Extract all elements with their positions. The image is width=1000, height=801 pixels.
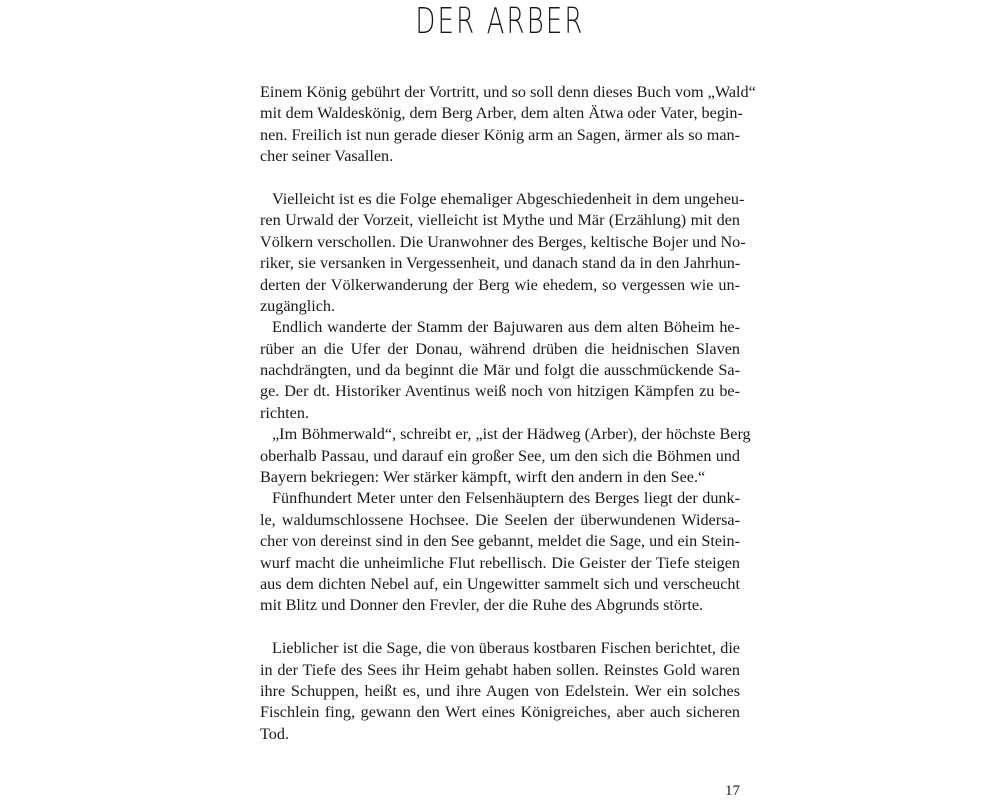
text-line: derten der Völkerwanderung der Berg wie ehedem, so vergessen wie un- bbox=[260, 275, 740, 294]
paragraph bbox=[260, 638, 740, 745]
text-line: nen. Freilich ist nun gerade dieser König arm an Sagen, ärmer als so man- bbox=[260, 125, 740, 144]
paragraph-gap bbox=[260, 168, 740, 189]
text-line: zugänglich. bbox=[260, 296, 336, 315]
text-line: cher seiner Vasallen. bbox=[260, 147, 394, 166]
text-line: Fischlein fing, gewann den Wert eines Königreiches, aber auch sicheren bbox=[260, 703, 740, 722]
text-line: nachdrängten, und da beginnt die Mär und folgt die ausschmückende Sa- bbox=[260, 361, 740, 380]
text-line: Endlich wanderte der Stamm der Bajuwaren aus dem alten Böheim he- bbox=[272, 318, 740, 337]
text-line: Fünfhundert Meter unter den Felsenhäuptern des Berges liegt der dunk- bbox=[272, 489, 740, 508]
text-line: Lieblicher ist die Sage, die von überaus kostbaren Fischen berichtet, die bbox=[272, 639, 740, 658]
text-line: le, waldumschlossene Hochsee. Die Seelen der überwundenen Widersa- bbox=[260, 510, 740, 529]
page-number: 17 bbox=[725, 783, 740, 799]
text-line: wurf macht die unheimliche Flut rebellisch. Die Geister der Tiefe steigen bbox=[260, 553, 740, 572]
text-line: mit Blitz und Donner den Frevler, der die Ruhe des Abgrunds störte. bbox=[260, 596, 704, 615]
text-line: richten. bbox=[260, 403, 309, 422]
text-line: in der Tiefe des Sees ihr Heim gehabt haben sollen. Reinstes Gold waren bbox=[260, 660, 740, 679]
text-line: aus dem dichten Nebel auf, ein Ungewitter sammelt sich und verscheucht bbox=[260, 574, 740, 593]
text-line: „Im Böhmerwald“, schreibt er, „ist der Hädweg (Arber), der höchste Berg bbox=[272, 425, 751, 444]
text-line: ren Urwald der Vorzeit, vielleicht ist Mythe und Mär (Erzählung) mit den bbox=[260, 211, 740, 230]
text-line: mit dem Waldeskönig, dem Berg Arber, dem alten Ätwa oder Vater, begin- bbox=[260, 104, 743, 123]
body-text bbox=[260, 82, 756, 745]
page-title: DER ARBER bbox=[415, 1, 585, 42]
text-line: ihre Schuppen, heißt es, und ihre Augen von Edelstein. Wer ein solches bbox=[260, 681, 740, 700]
text-line: cher von dereinst sind in den See gebannt, meldet die Sage, und ein Stein- bbox=[260, 532, 740, 551]
text-line: Tod. bbox=[260, 724, 289, 743]
paragraph bbox=[260, 424, 751, 488]
text-line: oberhalb Passau, und darauf ein großer See, um den sich die Böhmen und bbox=[260, 446, 740, 465]
text-line: Vielleicht ist es die Folge ehemaliger Abgeschiedenheit in dem ungeheu- bbox=[272, 189, 745, 208]
text-line: ge. Der dt. Historiker Aventinus weiß noch von hitzigen Kämpfen zu be- bbox=[260, 382, 740, 401]
paragraph bbox=[260, 189, 746, 317]
text-line: rüber an die Ufer der Donau, während drüben die heidnischen Slaven bbox=[260, 339, 740, 358]
paragraph bbox=[260, 82, 756, 168]
text-line: Bayern bekriegen: Wer stärker kämpft, wirft den andern in den See.“ bbox=[260, 468, 706, 487]
text-line: Einem König gebührt der Vortritt, und so soll denn dieses Buch vom „Wald“ bbox=[260, 83, 756, 101]
text-line: riker, sie versanken in Vergessenheit, und danach stand da in den Jahrhun- bbox=[260, 254, 741, 273]
paragraph bbox=[260, 317, 740, 424]
text-line: Völkern verschollen. Die Uranwohner des Berges, keltische Bojer und No- bbox=[260, 232, 746, 251]
paragraph bbox=[260, 488, 740, 616]
paragraph-gap bbox=[260, 617, 740, 638]
